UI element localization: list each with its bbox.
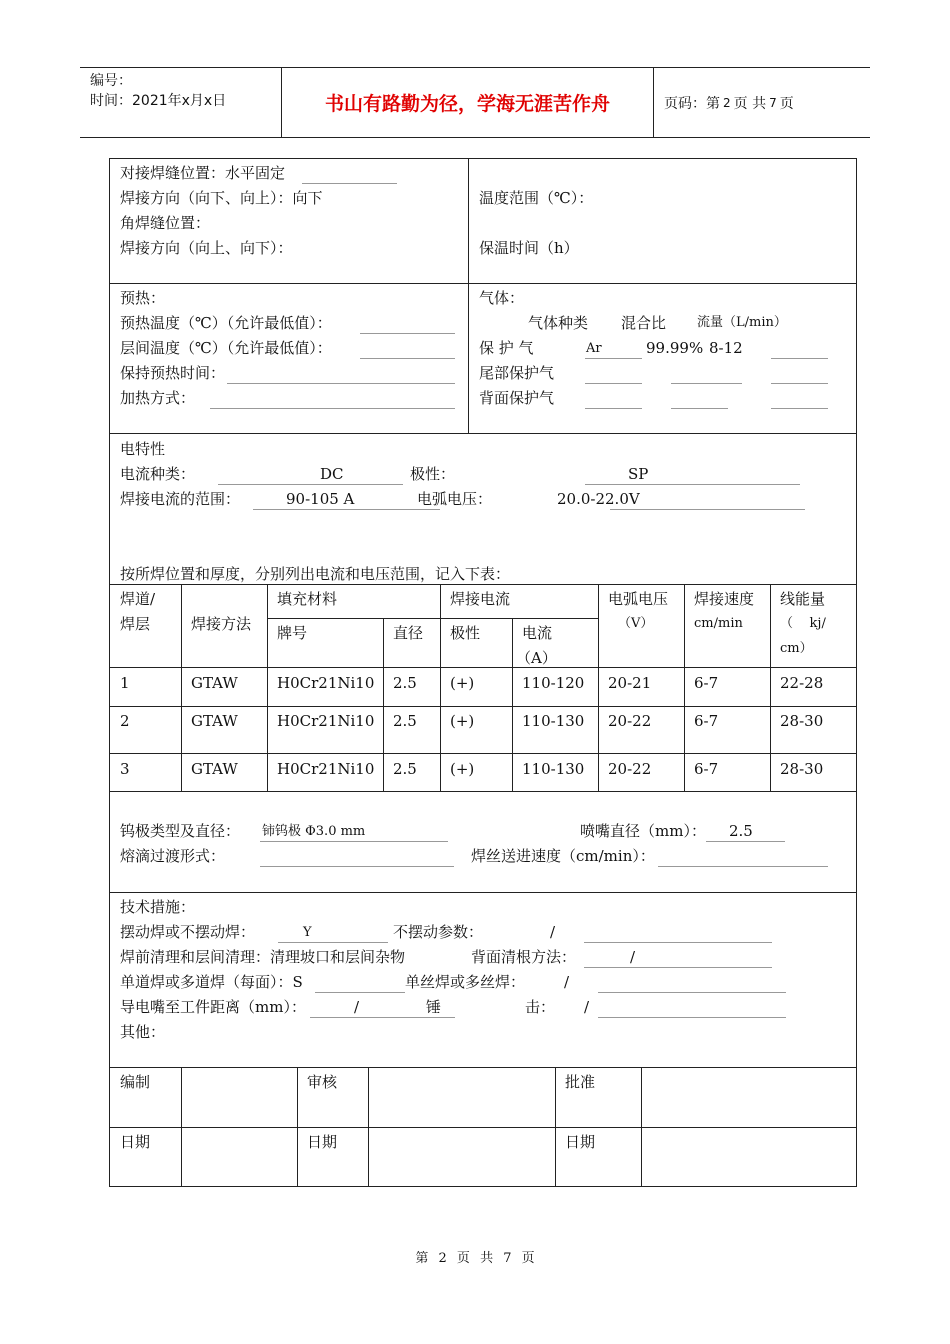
underline (706, 841, 785, 842)
polarity-label: 极性： (410, 465, 456, 483)
flow-rate-header: 流量（L/min） (697, 315, 787, 330)
preheat-title: 预热： (120, 289, 166, 307)
footer-text: 第 (415, 1251, 429, 1266)
underline (210, 408, 455, 409)
arc-voltage-label: 电弧电压： (417, 490, 493, 508)
time-label: 时间：2021年x月x日 (90, 93, 227, 109)
table-cell: 28-30 (780, 760, 824, 778)
wire-type-label: 单丝焊或多丝焊： (405, 973, 526, 991)
table-cell: 20-22 (608, 712, 652, 730)
page-header (80, 67, 870, 138)
divider (110, 791, 856, 792)
pass-type-label: 单道焊或多道焊（每面）：S (120, 973, 303, 991)
divider (440, 584, 441, 791)
th-amps: 电流 (522, 624, 553, 642)
divider (383, 618, 384, 791)
other-label: 其他： (120, 1023, 166, 1041)
underline (598, 1017, 786, 1018)
wire-feed-label: 焊丝送进速度（cm/min）： (471, 847, 655, 865)
underline (671, 383, 742, 384)
preheat-hold-time: 保持预热时间： (120, 364, 226, 382)
shield-gas-label: 保 护 气 (479, 339, 534, 357)
th-current: 焊接电流 (450, 590, 511, 608)
table-cell: 2 (120, 712, 130, 730)
th-method: 焊接方法 (191, 615, 252, 633)
cleaning-label: 焊前清理和层间清理：清理坡口和层间杂物 (120, 948, 406, 966)
table-cell: 6-7 (694, 674, 719, 692)
divider (555, 1067, 556, 1187)
underline (315, 992, 405, 993)
divider (641, 1067, 642, 1187)
butt-weld-direction: 焊接方向（向下、向上）：向下 (120, 189, 323, 207)
table-cell: GTAW (191, 760, 238, 778)
temperature-range: 温度范围（℃）： (479, 189, 594, 207)
date-label: 日期 (120, 1133, 151, 1151)
wire-type-value: / (564, 973, 570, 991)
no-weave-value: / (550, 923, 556, 941)
divider (110, 433, 856, 434)
divider (598, 584, 599, 791)
mix-ratio-header: 混合比 (621, 314, 667, 332)
th-voltage-unit: （V） (618, 616, 654, 631)
reviewed-by-label: 审核 (307, 1073, 338, 1091)
divider (110, 667, 856, 668)
table-cell: H0Cr21Ni10 (277, 674, 375, 692)
divider (267, 584, 268, 791)
date-label: 日期 (565, 1133, 596, 1151)
weave-label: 摆动焊或不摆动焊： (120, 923, 256, 941)
divider (468, 159, 469, 433)
divider (110, 1067, 856, 1068)
underline (658, 866, 828, 867)
preheat-temp: 预热温度（℃）（允许最低值）： (120, 314, 332, 332)
current-type-label: 电流种类： (120, 465, 196, 483)
underline (260, 841, 448, 842)
current-type-value: DC (320, 465, 344, 483)
page-total: 7 (769, 95, 777, 110)
underline (771, 358, 828, 359)
th-pass: 焊道/ (120, 590, 156, 608)
shield-gas-type: Ar (586, 341, 602, 356)
heating-method: 加热方式： (120, 389, 196, 407)
transfer-mode-label: 熔滴过渡形式： (120, 847, 226, 865)
divider (267, 618, 598, 619)
table-cell: 1 (120, 674, 130, 692)
current-range-label: 焊接电流的范围： (120, 490, 241, 508)
th-heat-unit-end: cm） (780, 641, 813, 656)
underline (585, 383, 642, 384)
ctwd-label: 导电嘴至工件距离（mm）： (120, 998, 306, 1016)
backgouge-value: / (630, 948, 636, 966)
divider (368, 1067, 369, 1187)
footer-text: 页 (521, 1251, 535, 1266)
peening-value: / (584, 998, 590, 1016)
divider (297, 1067, 298, 1187)
divider (512, 618, 513, 791)
underline (585, 408, 642, 409)
table-cell: 22-28 (780, 674, 824, 692)
page-end: 页 (779, 95, 794, 112)
header-motto: 书山有路勤为径，学海无涯苦作舟 (282, 68, 654, 137)
table-cell: 110-130 (522, 712, 585, 730)
page-footer (0, 1247, 950, 1266)
underline (598, 992, 786, 993)
table-cell: 20-22 (608, 760, 652, 778)
date-label: 日期 (307, 1133, 338, 1151)
page-mid: 页 共 (733, 95, 767, 112)
footer-page-number: 2 (438, 1251, 447, 1266)
fillet-weld-position: 角焊缝位置： (120, 214, 211, 232)
th-polarity: 极性 (450, 624, 481, 642)
underline (260, 866, 454, 867)
th-layer: 焊层 (120, 615, 151, 633)
approved-by-label: 批准 (565, 1073, 596, 1091)
underline (302, 183, 397, 184)
fillet-weld-direction: 焊接方向（向上、向下）： (120, 239, 293, 257)
table-cell: 110-130 (522, 760, 585, 778)
underline (584, 967, 772, 968)
underline (310, 1017, 455, 1018)
underline (278, 942, 388, 943)
divider (110, 283, 856, 284)
divider (110, 892, 856, 893)
th-filler: 填充材料 (277, 590, 338, 608)
underline (584, 942, 772, 943)
underline (610, 509, 805, 510)
nozzle-value: 2.5 (729, 822, 753, 840)
trailing-gas-label: 尾部保护气 (479, 364, 555, 382)
underline (253, 509, 440, 510)
backing-gas-label: 背面保护气 (479, 389, 555, 407)
tungsten-value: 铈钨极 Φ3.0 mm (262, 824, 366, 839)
underline (360, 333, 455, 334)
table-cell: H0Cr21Ni10 (277, 760, 375, 778)
prepared-by-label: 编制 (120, 1073, 151, 1091)
table-cell: 6-7 (694, 712, 719, 730)
peening-label-b: 击： (525, 998, 556, 1016)
peening-label-a: 锤 (426, 998, 442, 1016)
table-cell: GTAW (191, 674, 238, 692)
arc-voltage-value: 20.0-22.0V (557, 490, 640, 508)
underline (227, 383, 455, 384)
table-cell: 110-120 (522, 674, 585, 692)
divider (181, 584, 182, 791)
footer-text: 共 (480, 1251, 494, 1266)
divider (110, 584, 856, 585)
backgouge-label: 背面清根方法： (471, 948, 577, 966)
butt-weld-position: 对接焊缝位置：水平固定 (120, 164, 286, 182)
header-meta (80, 68, 282, 137)
divider (181, 1067, 182, 1187)
polarity-value: SP (628, 465, 649, 483)
doc-number-label: 编号： (90, 73, 132, 89)
footer-text: 页 (456, 1251, 470, 1266)
underline (585, 484, 800, 485)
table-cell: 2.5 (393, 760, 417, 778)
table-cell: (+) (450, 674, 475, 692)
divider (684, 584, 685, 791)
underline (585, 358, 642, 359)
technique-title: 技术措施： (120, 898, 196, 916)
underline (771, 408, 828, 409)
gas-title: 气体： (479, 289, 525, 307)
no-weave-label: 不摆动参数： (393, 923, 484, 941)
divider (110, 706, 856, 707)
th-grade: 牌号 (277, 624, 308, 642)
gas-type-header: 气体种类 (528, 314, 589, 332)
th-diameter: 直径 (393, 624, 424, 642)
th-voltage: 电弧电压 (608, 590, 669, 608)
table-cell: 2.5 (393, 712, 417, 730)
underline (218, 484, 403, 485)
interpass-temp: 层间温度（℃）（允许最低值）： (120, 339, 332, 357)
table-cell: 2.5 (393, 674, 417, 692)
table-cell: GTAW (191, 712, 238, 730)
th-speed-unit: cm/min (694, 616, 743, 631)
underline (360, 358, 455, 359)
th-amps-unit: （A） (516, 649, 557, 667)
table-instruction: 按所焊位置和厚度，分别列出电流和电压范围，记入下表： (120, 565, 511, 583)
footer-page-total: 7 (503, 1251, 512, 1266)
table-cell: 28-30 (780, 712, 824, 730)
welding-procedure-form (109, 158, 857, 1187)
shield-gas-mix: 99.99% (646, 339, 704, 357)
electrical-title: 电特性 (120, 440, 166, 458)
th-heat-input: 线能量 (780, 590, 826, 608)
table-cell: 6-7 (694, 760, 719, 778)
table-cell: H0Cr21Ni10 (277, 712, 375, 730)
header-page-info (654, 68, 870, 137)
current-range-value: 90-105 A (286, 490, 355, 508)
divider (770, 584, 771, 791)
weave-value: Y (303, 925, 312, 940)
tungsten-label: 钨极类型及直径： (120, 822, 241, 840)
shield-gas-flow: 8-12 (709, 339, 743, 357)
table-cell: (+) (450, 712, 475, 730)
th-heat-unit: （ kj/ (780, 616, 826, 631)
page-label: 页码：第 (664, 95, 720, 112)
nozzle-label: 喷嘴直径（mm）： (580, 822, 706, 840)
holding-time: 保温时间（h） (479, 239, 579, 257)
page-number: 2 (723, 95, 731, 110)
table-cell: 20-21 (608, 674, 652, 692)
ctwd-value: / (354, 998, 360, 1016)
divider (110, 1127, 856, 1128)
table-cell: (+) (450, 760, 475, 778)
divider (110, 753, 856, 754)
table-cell: 3 (120, 760, 130, 778)
th-speed: 焊接速度 (694, 590, 755, 608)
underline (671, 408, 728, 409)
underline (771, 383, 828, 384)
